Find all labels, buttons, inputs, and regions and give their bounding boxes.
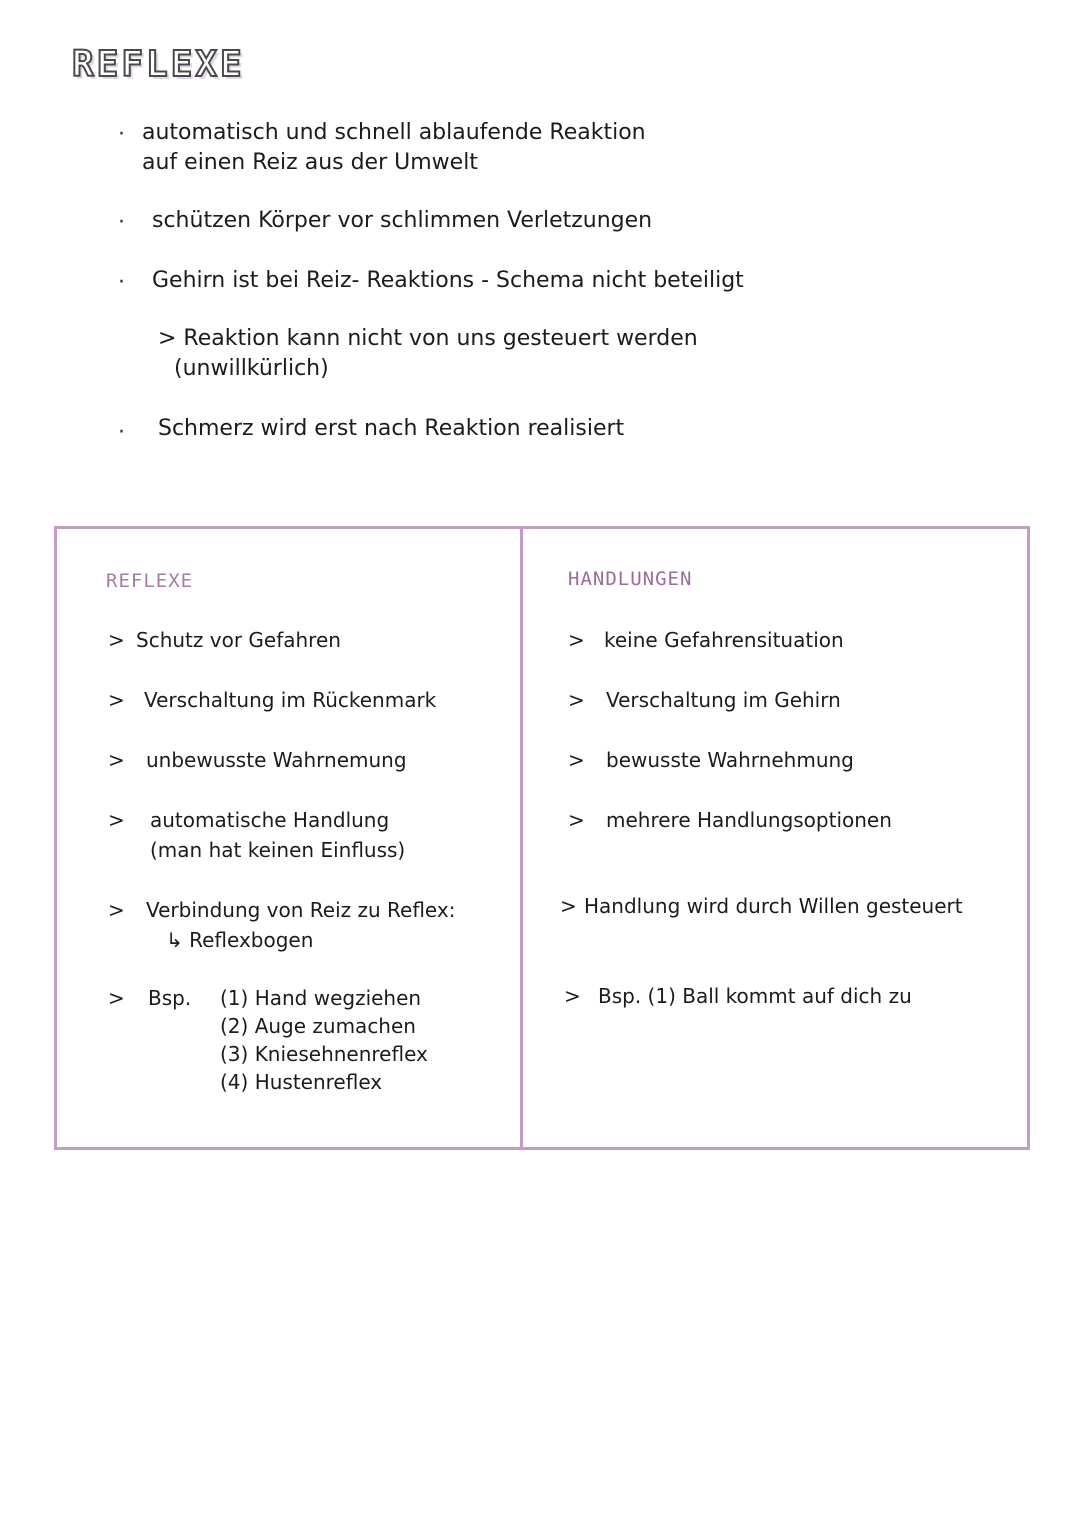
action-example: Bsp. (1) Ball kommt auf dich zu: [598, 984, 912, 1008]
arrow-marker: >: [108, 688, 125, 712]
action-item-1: keine Gefahrensituation: [604, 628, 844, 652]
reflex-example-1: (1) Hand wegziehen: [220, 986, 422, 1010]
arrow-marker: >: [108, 898, 125, 922]
table-divider: [520, 526, 523, 1150]
bullet-dot: ·: [118, 420, 125, 445]
note-1-line-2: auf einen Reiz aus der Umwelt: [142, 150, 478, 175]
note-5: Schmerz wird erst nach Reaktion realisiert: [158, 416, 625, 441]
arrow-marker: >: [568, 628, 585, 652]
reflex-example-label: Bsp.: [148, 986, 192, 1010]
action-item-2: Verschaltung im Gehirn: [606, 688, 841, 712]
reflex-item-4-sub: (man hat keinen Einfluss): [150, 838, 406, 862]
bullet-dot: ·: [118, 270, 125, 295]
note-1-line-1: automatisch und schnell ablaufende Reaktion: [142, 120, 646, 145]
bullet-dot: ·: [118, 210, 125, 235]
reflex-example-3: (3) Kniesehnenreflex: [220, 1042, 428, 1066]
arrow-marker: >: [568, 688, 585, 712]
arrow-marker: >: [568, 808, 585, 832]
action-item-3: bewusste Wahrnehmung: [606, 748, 854, 772]
reflex-item-5: Verbindung von Reiz zu Reflex:: [146, 898, 456, 922]
reflex-item-1: Schutz vor Gefahren: [136, 628, 341, 652]
reflex-item-2: Verschaltung im Rückenmark: [144, 688, 437, 712]
arrow-marker: >: [108, 748, 125, 772]
arrow-marker: >: [108, 628, 125, 652]
page-title: REFLEXE: [72, 44, 245, 85]
arrow-marker: >: [108, 808, 125, 832]
bullet-dot: ·: [118, 122, 125, 147]
reflex-item-3: unbewusste Wahrnemung: [146, 748, 407, 772]
action-item-4: mehrere Handlungsoptionen: [606, 808, 892, 832]
note-3: Gehirn ist bei Reiz- Reaktions - Schema nicht beteiligt: [152, 268, 744, 293]
reflex-item-5-sub: ↳ Reflexbogen: [166, 928, 314, 952]
action-item-5: Handlung wird durch Willen gesteuert: [584, 894, 963, 918]
arrow-marker: >: [560, 894, 577, 918]
note-2: schützen Körper vor schlimmen Verletzungen: [152, 208, 653, 233]
reflex-example-4: (4) Hustenreflex: [220, 1070, 383, 1094]
note-4-line-2: (unwillkürlich): [174, 356, 329, 381]
column-heading-reflexe: REFLEXE: [106, 570, 194, 592]
note-4-line-1: > Reaktion kann nicht von uns gesteuert werden: [158, 326, 698, 351]
reflex-item-4: automatische Handlung: [150, 808, 390, 832]
reflex-example-2: (2) Auge zumachen: [220, 1014, 416, 1038]
arrow-marker: >: [568, 748, 585, 772]
arrow-marker: >: [564, 984, 581, 1008]
arrow-marker: >: [108, 986, 125, 1010]
column-heading-handlungen: HANDLUNGEN: [568, 568, 693, 590]
